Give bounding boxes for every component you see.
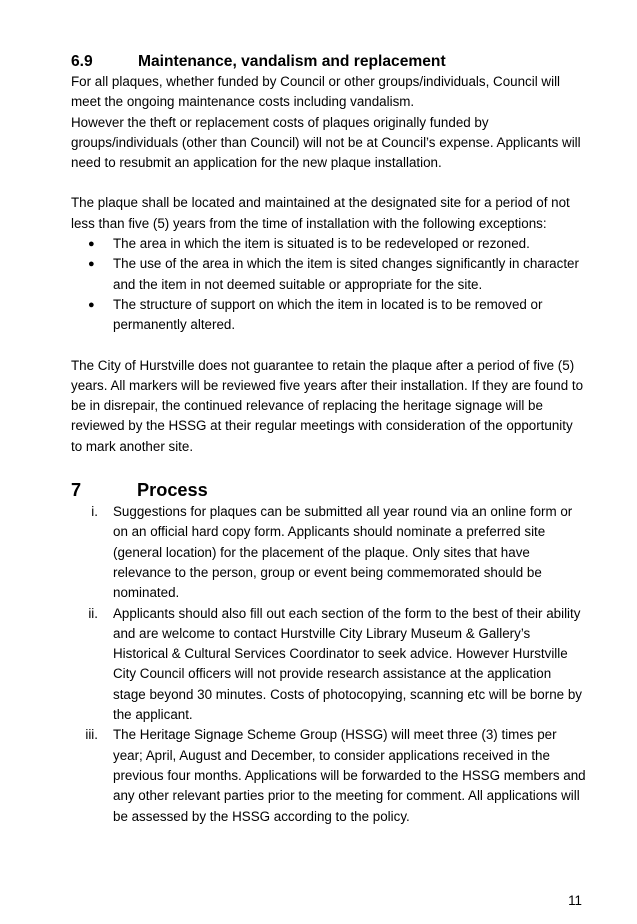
bullet-icon: ●: [88, 258, 95, 271]
page-number: 11: [568, 893, 582, 908]
list-item: [71, 725, 586, 826]
list-item: [71, 502, 586, 603]
section-title: Process: [137, 480, 208, 501]
bullet-text: The area in which the item is situated is to be redeveloped or rezoned.: [113, 236, 530, 252]
section-title: Maintenance, vandalism and replacement: [138, 53, 446, 70]
paragraph: However the theft or replacement costs of plaques originally funded by groups/individuals (other than Council) will not be at Council’s expense. Applicants will need to resubmit an application for the new plaque installation.: [71, 114, 581, 171]
bullet-icon: ●: [88, 238, 95, 251]
list-text: The Heritage Signage Scheme Group (HSSG) will meet three (3) times per year; April, August and December, to consider applications received in the previous four months. Applications will be forwarded to the HSSG members and any other relevant parties prior to the meeting for comment. All applications will be assessed by the HSSG according to the policy.: [113, 727, 586, 824]
paragraph: The plaque shall be located and maintained at the designated site for a period of not less than five (5) years from the time of installation with the following exceptions:: [71, 195, 570, 231]
bullet-icon: ●: [88, 298, 95, 311]
document-page: [71, 52, 586, 827]
bullet-text: The structure of support on which the item in located is to be removed or permanently altered.: [113, 296, 543, 333]
paragraph: For all plaques, whether funded by Council or other groups/individuals, Council will meet the ongoing maintenance costs including vandalism.: [71, 74, 561, 110]
section-heading: [71, 52, 586, 72]
paragraph: The City of Hurstville does not guarantee to retain the plaque after a period of five (5) years. All markers will be reviewed five years after their installation. If they are found to be in disrepair, the continued relevance of replacing the heritage signage will be reviewed by the HSSG at their regular meetings with consideration of the opportunity to mark another site.: [71, 357, 584, 454]
list-item: [71, 604, 586, 726]
bullet-text: The use of the area in which the item is sited changes significantly in character and the item in not deemed suitable or appropriate for the site.: [113, 256, 579, 292]
bullet-item: [71, 234, 586, 254]
list-text: Suggestions for plaques can be submitted all year round via an online form or on an official hard copy form. Applicants should nominate a preferred site (general location) for the placement of the plaque. Only sites that have relevance to the person, group or event being commemorated should be nominated.: [113, 504, 573, 601]
bullet-item: [71, 254, 586, 295]
section-heading: [71, 478, 586, 502]
section-number: 6.9: [71, 53, 93, 70]
process-list: [71, 502, 586, 827]
section-number: 7: [71, 480, 82, 501]
list-text: Applicants should also fill out each section of the form to the best of their ability and are welcome to contact Hurstville City Library Museum & Gallery’s Historical & Cultural Services Coordinator to seek advice. However Hurstville City Council officers will not provide research assistance at the application stage beyond 30 minutes. Costs of photocopying, scanning etc will be borne by the applicant.: [113, 605, 582, 723]
bullet-item: [71, 295, 586, 336]
bullet-list: [71, 234, 586, 335]
list-numeral: ii.: [88, 605, 98, 621]
list-numeral: i.: [91, 504, 98, 520]
list-numeral: iii.: [85, 727, 98, 743]
